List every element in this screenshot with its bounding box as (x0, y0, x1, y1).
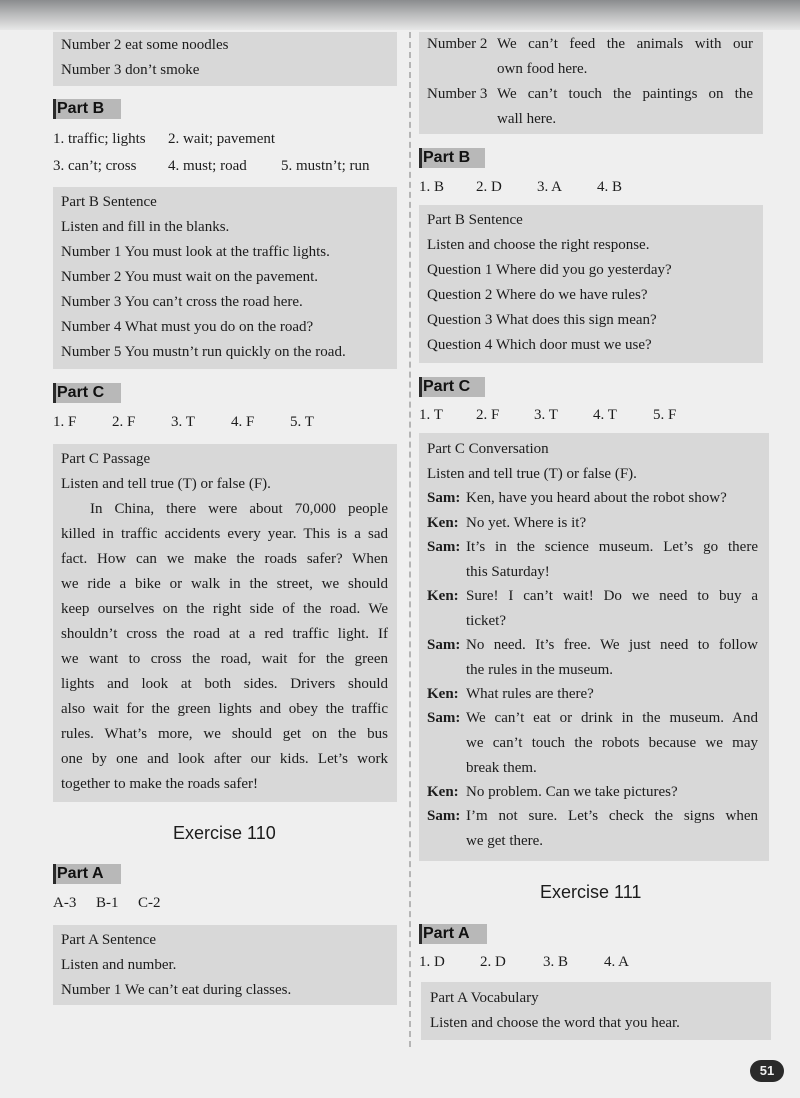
part-a-vocabulary-box (421, 982, 771, 1040)
passage-line: rules. What’s more, we should get on the bus (61, 726, 388, 742)
dialogue-line: we get there. (466, 833, 544, 849)
dialogue-line: No problem. Can we take pictures? (466, 784, 678, 800)
answer: 4. must; road (168, 158, 247, 174)
dialogue-line: Ken, have you heard about the robot show? (466, 490, 727, 506)
speaker-label: Sam: (427, 539, 461, 555)
part-c-label: Part C (53, 383, 121, 403)
dialogue-line: break them. (466, 760, 537, 776)
passage-line: together to make the roads safer! (61, 776, 258, 792)
speaker-label: Ken: (427, 515, 459, 531)
part-c-conversation-box (419, 433, 769, 861)
box-title: Part B Sentence (427, 212, 523, 228)
dialogue-line: I’m not sure. Let’s check the signs when (466, 808, 758, 824)
answer: C-2 (138, 895, 161, 911)
answer: 3. T (534, 407, 558, 423)
sentence-line: Number 1 You must look at the traffic lights. (61, 244, 330, 260)
instruction: Listen and number. (61, 957, 177, 973)
passage-line: In China, there were about 70,000 people (90, 501, 388, 517)
part-b-answers-row-2 (53, 157, 397, 175)
answer: B-1 (96, 895, 119, 911)
question-line: Question 3 What does this sign mean? (427, 312, 657, 328)
sentence-line: Number 4 What must you do on the road? (61, 319, 314, 335)
part-c-label: Part C (419, 377, 485, 397)
speaker-label: Ken: (427, 588, 459, 604)
text-line: We can’t touch the paintings on the (497, 86, 753, 102)
part-b-label: Part B (419, 148, 485, 168)
number-label: Number 3 (427, 86, 488, 102)
dialogue-line: the rules in the museum. (466, 662, 614, 678)
sentence-line: Number 5 You mustn’t run quickly on the road. (61, 344, 346, 360)
question-line: Question 4 Which door must we use? (427, 337, 652, 353)
left-top-box (53, 32, 397, 86)
instruction: Listen and choose the right response. (427, 237, 650, 253)
page-number-badge: 51 (750, 1060, 784, 1082)
dialogue-line: ticket? (466, 613, 506, 629)
text-line: Number 2 eat some noodles (61, 37, 229, 53)
sentence-line: Number 3 You can’t cross the road here. (61, 294, 303, 310)
dialogue-line: No need. It’s free. We just need to follow (466, 637, 758, 653)
box-title: Part B Sentence (61, 194, 157, 210)
answer: 1. F (53, 414, 77, 430)
part-c-passage-box (53, 444, 397, 802)
answer: 4. F (231, 414, 255, 430)
exercise-111-title: Exercise 111 (540, 882, 642, 902)
answer: 5. F (653, 407, 677, 423)
answer: 1. D (419, 954, 445, 970)
part-b-sentence-box (53, 187, 397, 369)
passage-line: fact. How can we make the roads safer? When (61, 551, 388, 567)
sentence-line: Number 1 We can’t eat during classes. (61, 982, 292, 998)
dialogue-line: It’s in the science museum. Let’s go there (466, 539, 758, 555)
sentence-line: Number 2 You must wait on the pavement. (61, 269, 319, 285)
passage-line: also wait for the green lights and obey the traffic (61, 701, 388, 717)
box-title: Part C Conversation (427, 441, 549, 457)
answer: 4. B (597, 179, 623, 195)
box-title: Part A Vocabulary (430, 990, 539, 1006)
answer: 2. D (480, 954, 506, 970)
dialogue-line: What rules are there? (466, 686, 594, 702)
question-line: Question 1 Where did you go yesterday? (427, 262, 672, 278)
speaker-label: Sam: (427, 808, 461, 824)
speaker-label: Sam: (427, 710, 461, 726)
instruction: Listen and tell true (T) or false (F). (61, 476, 271, 492)
instruction: Listen and choose the word that you hear. (430, 1015, 680, 1031)
answer: 2. D (476, 179, 502, 195)
answer: A-3 (53, 895, 77, 911)
passage-line: shouldn’t cross the road at a red traffic light. If (61, 626, 388, 642)
speaker-label: Ken: (427, 784, 459, 800)
dialogue-line: Sure! I can’t wait! Do we need to buy a (466, 588, 758, 604)
text-line: own food here. (497, 61, 588, 77)
column-divider (409, 32, 411, 1047)
passage-line: killed in traffic accidents every year. This is a sad (61, 526, 388, 542)
exercise-110-title: Exercise 110 (173, 823, 276, 843)
right-top-box (419, 32, 763, 134)
part-b-sentence-box (419, 205, 763, 363)
text-line: We can’t feed the animals with our (497, 36, 753, 52)
part-c-answers (419, 406, 763, 424)
box-title: Part C Passage (61, 451, 151, 467)
dialogue-line: we can’t touch the robots because we may (466, 735, 758, 751)
part-c-answers (53, 413, 397, 431)
question-line: Question 2 Where do we have rules? (427, 287, 648, 303)
passage-line: keep ourselves on the right side of the road. We (61, 601, 388, 617)
page-top-edge (0, 0, 800, 30)
part-b-label: Part B (53, 99, 121, 119)
box-title: Part A Sentence (61, 932, 156, 948)
answer: 2. F (112, 414, 136, 430)
number-label: Number 2 (427, 36, 488, 52)
answer: 1. T (419, 407, 443, 423)
dialogue-line: this Saturday! (466, 564, 550, 580)
dialogue-line: We can’t eat or drink in the museum. And (466, 710, 758, 726)
answer: 4. T (593, 407, 617, 423)
answer: 1. B (419, 179, 445, 195)
answer: 2. wait; pavement (168, 131, 276, 147)
answer: 2. F (476, 407, 500, 423)
passage-line: we want to cross the road, wait for the green (61, 651, 388, 667)
passage-line: we ride a bike or walk in the street, we should (61, 576, 388, 592)
part-a-sentence-box (53, 925, 397, 1005)
answer: 3. A (537, 179, 563, 195)
passage-line: one by one and look after our kids. Let’s work (61, 751, 388, 767)
speaker-label: Sam: (427, 490, 461, 506)
speaker-label: Sam: (427, 637, 461, 653)
answer: 5. mustn’t; run (281, 158, 370, 174)
part-a-answers (53, 894, 397, 912)
part-a-answers (419, 953, 763, 971)
text-line: wall here. (497, 111, 557, 127)
speaker-label: Ken: (427, 686, 459, 702)
answer: 1. traffic; lights (53, 131, 146, 147)
part-a-label: Part A (53, 864, 121, 884)
passage-line: lights and look at both sides. Drivers should (61, 676, 388, 692)
instruction: Listen and tell true (T) or false (F). (427, 466, 637, 482)
part-b-answers-row-1 (53, 130, 397, 148)
answer: 3. B (543, 954, 569, 970)
answer: 3. T (171, 414, 195, 430)
instruction: Listen and fill in the blanks. (61, 219, 230, 235)
answer: 5. T (290, 414, 314, 430)
answer: 4. A (604, 954, 630, 970)
part-a-label: Part A (419, 924, 487, 944)
text-line: Number 3 don’t smoke (61, 62, 200, 78)
part-b-answers (419, 178, 763, 196)
dialogue-line: No yet. Where is it? (466, 515, 587, 531)
answer: 3. can’t; cross (53, 158, 137, 174)
